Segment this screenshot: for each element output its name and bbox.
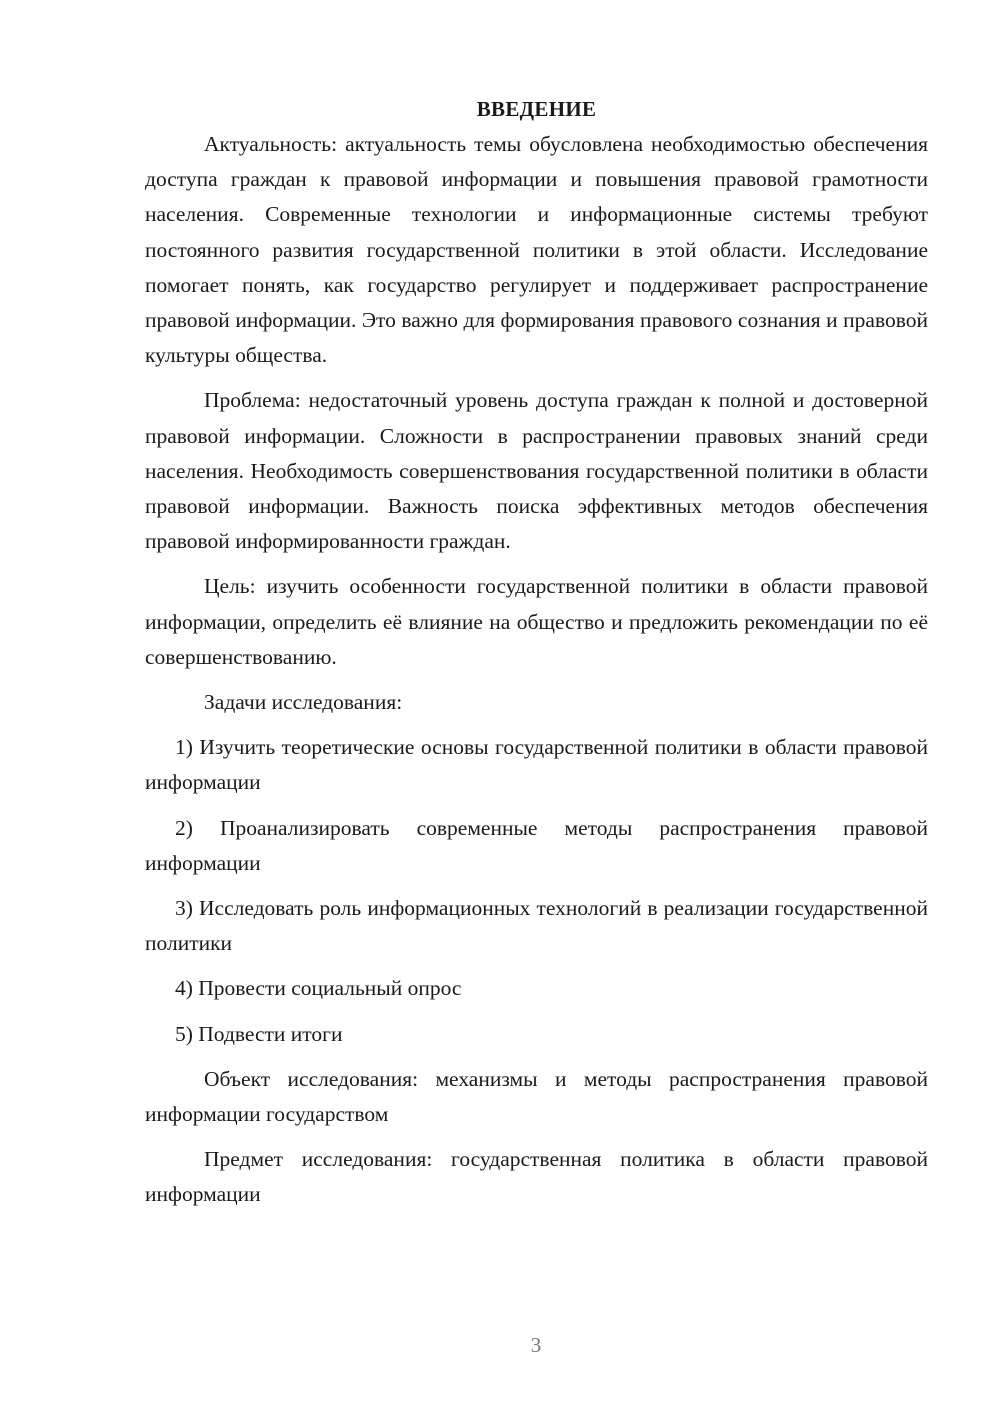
task-item: 5) Подвести итоги <box>175 1021 343 1046</box>
task-item: 4) Провести социальный опрос <box>175 976 462 1001</box>
subject-paragraph: Предмет исследования: государственная политика в области правовой информации <box>145 1147 928 1207</box>
task-item: 3) Исследовать роль информационных технологий в реализации государственной политики <box>145 896 928 956</box>
page-title: ВВЕДЕНИЕ <box>476 97 597 121</box>
tasks-heading: Задачи исследования: <box>204 690 403 715</box>
document-page <box>145 92 928 1223</box>
relevance-paragraph: Актуальность: актуальность темы обусловлена необходимостью обеспечения доступа граждан к правовой информации и повышения правовой грамотности населения. Современные технологии и информационные системы требуют постоянного развития государственной политики в этой области. Исследование помогает понять, как государство регулирует и поддерживает распространение правовой информации. Это важно для формирования правового сознания и правовой культуры общества. <box>145 132 928 368</box>
goal-paragraph: Цель: изучить особенности государственной политики в области правовой информации, определить её влияние на общество и предложить рекомендации по её совершенствованию. <box>145 574 928 669</box>
problem-paragraph: Проблема: недостаточный уровень доступа граждан к полной и достоверной правовой информации. Сложности в распространении правовых знаний среди населения. Необходимость совершенствования государственной политики в области правовой информации. Важность поиска эффективных методов обеспечения правовой информированности граждан. <box>145 388 928 554</box>
task-item: 2) Проанализировать современные методы распространения правовой информации <box>145 815 928 875</box>
task-item: 1) Изучить теоретические основы государственной политики в области правовой информации <box>145 735 928 795</box>
page-number: 3 <box>530 1333 542 1357</box>
object-paragraph: Объект исследования: механизмы и методы распространения правовой информации государством <box>145 1066 928 1127</box>
tasks-list <box>145 730 928 1052</box>
